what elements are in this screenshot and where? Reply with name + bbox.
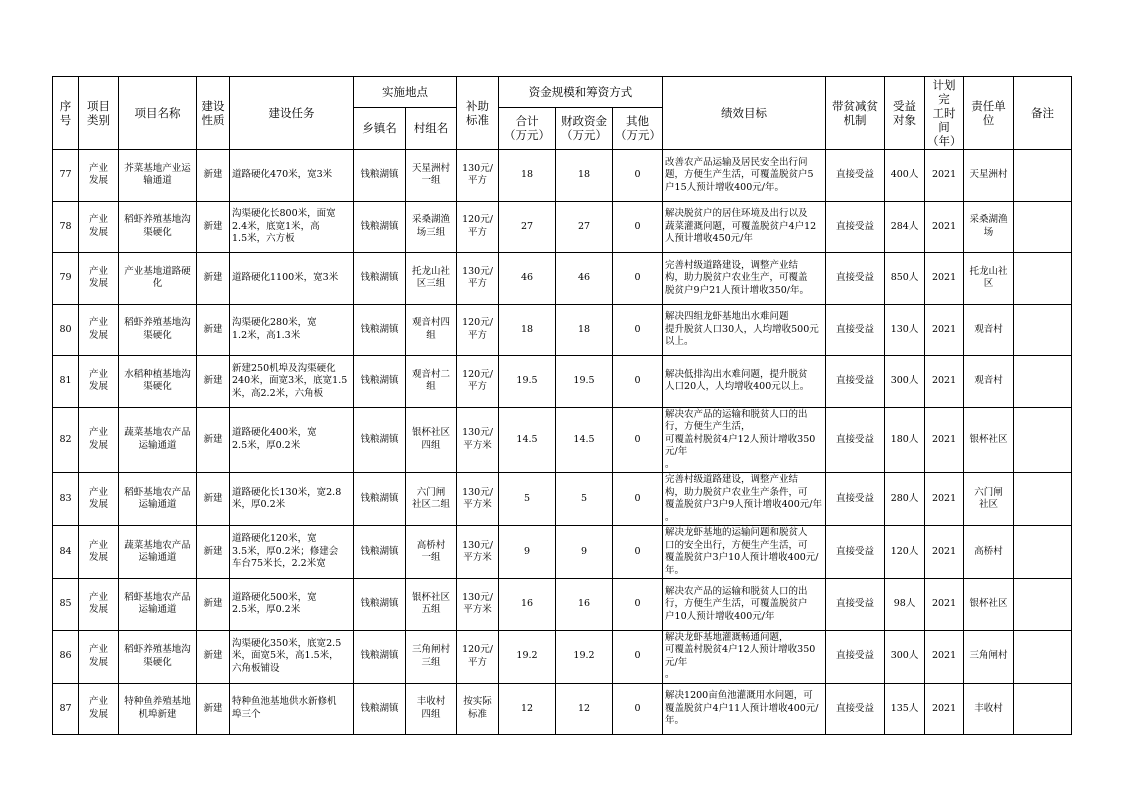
cell-name: 稻虾基地农产品 运输通道: [119, 579, 197, 631]
cell-task: 沟渠硬化280米，宽 1.2米，高1.3米: [230, 304, 354, 356]
cell-mechanism: 直接受益: [826, 201, 885, 253]
cell-town: 钱粮湖镇: [354, 304, 406, 356]
table-row: [53, 630, 1072, 683]
cell-remark: [1014, 304, 1072, 356]
cell-total: 18: [499, 150, 556, 202]
cell-nature: 新建: [197, 253, 230, 305]
header-beneficiary: 受益 对象: [885, 77, 925, 150]
cell-seq: 77: [53, 150, 79, 202]
cell-remark: [1014, 579, 1072, 631]
table-row: [53, 526, 1072, 579]
cell-category: 产业 发展: [79, 253, 119, 305]
cell-name: 蔬菜基地农产品 运输通道: [119, 407, 197, 473]
cell-nature: 新建: [197, 683, 230, 735]
cell-category: 产业 发展: [79, 630, 119, 683]
cell-village: 银杯社区 五组: [406, 579, 457, 631]
cell-name: 稻虾基地农产品 运输通道: [119, 473, 197, 526]
cell-remark: [1014, 473, 1072, 526]
cell-seq: 85: [53, 579, 79, 631]
cell-unit: 丰收村: [964, 683, 1014, 735]
cell-total: 9: [499, 526, 556, 579]
header-village: 村组名: [406, 107, 457, 149]
cell-fiscal: 19.5: [556, 356, 613, 408]
cell-beneficiary: 850人: [885, 253, 925, 305]
cell-mechanism: 直接受益: [826, 356, 885, 408]
cell-seq: 84: [53, 526, 79, 579]
cell-year: 2021: [925, 630, 964, 683]
cell-name: 稻虾养殖基地沟 渠硬化: [119, 304, 197, 356]
cell-remark: [1014, 150, 1072, 202]
cell-beneficiary: 130人: [885, 304, 925, 356]
cell-beneficiary: 98人: [885, 579, 925, 631]
cell-year: 2021: [925, 253, 964, 305]
cell-remark: [1014, 683, 1072, 735]
cell-task: 道路硬化1100米，宽3米: [230, 253, 354, 305]
cell-category: 产业 发展: [79, 304, 119, 356]
table-row: [53, 473, 1072, 526]
cell-name: 水稻种植基地沟 渠硬化: [119, 356, 197, 408]
table-row: [53, 683, 1072, 735]
cell-town: 钱粮湖镇: [354, 630, 406, 683]
cell-seq: 81: [53, 356, 79, 408]
table-row: [53, 579, 1072, 631]
cell-category: 产业 发展: [79, 201, 119, 253]
cell-name: 蔬菜基地农产品 运输通道: [119, 526, 197, 579]
cell-year: 2021: [925, 526, 964, 579]
cell-subsidy: 130元/ 平方米: [457, 407, 499, 473]
cell-mechanism: 直接受益: [826, 579, 885, 631]
cell-nature: 新建: [197, 526, 230, 579]
header-row-1: [53, 77, 1072, 108]
cell-subsidy: 130元/ 平方: [457, 150, 499, 202]
cell-year: 2021: [925, 407, 964, 473]
cell-village: 六门闸 社区二组: [406, 473, 457, 526]
cell-unit: 采桑湖渔 场: [964, 201, 1014, 253]
cell-total: 19.5: [499, 356, 556, 408]
cell-subsidy: 120元/ 平方: [457, 304, 499, 356]
cell-name: 稻虾养殖基地沟 渠硬化: [119, 630, 197, 683]
cell-goal: 解决龙虾基地的运输问题和脱贫人 口的安全出行，方便生产生活，可 覆盖脱贫户3户10人预计增收400元/ 年。: [663, 526, 826, 579]
cell-nature: 新建: [197, 630, 230, 683]
header-location: 实施地点: [354, 77, 457, 108]
header-unit: 责任单位: [964, 77, 1014, 150]
cell-unit: 银杯社区: [964, 579, 1014, 631]
cell-other: 0: [613, 356, 663, 408]
cell-beneficiary: 180人: [885, 407, 925, 473]
cell-nature: 新建: [197, 201, 230, 253]
cell-total: 14.5: [499, 407, 556, 473]
cell-village: 采桑湖渔 场三组: [406, 201, 457, 253]
cell-other: 0: [613, 630, 663, 683]
cell-goal: 完善村级道路建设，调整产业结 构，助力脱贫户农业生产，可覆盖 脱贫户9户21人预计增收350/年。: [663, 253, 826, 305]
cell-subsidy: 120元/ 平方: [457, 630, 499, 683]
cell-unit: 托龙山社 区: [964, 253, 1014, 305]
cell-beneficiary: 300人: [885, 356, 925, 408]
cell-unit: 高桥村: [964, 526, 1014, 579]
cell-total: 16: [499, 579, 556, 631]
cell-category: 产业 发展: [79, 579, 119, 631]
cell-total: 46: [499, 253, 556, 305]
cell-remark: [1014, 630, 1072, 683]
cell-subsidy: 按实际 标准: [457, 683, 499, 735]
header-seq: 序号: [53, 77, 79, 150]
cell-other: 0: [613, 304, 663, 356]
cell-fiscal: 27: [556, 201, 613, 253]
cell-year: 2021: [925, 579, 964, 631]
cell-beneficiary: 280人: [885, 473, 925, 526]
cell-goal: 改善农产品运输及居民安全出行问 题，方便生产生活，可覆盖脱贫户5 户15人预计增收400元/年。: [663, 150, 826, 202]
cell-mechanism: 直接受益: [826, 683, 885, 735]
cell-year: 2021: [925, 356, 964, 408]
cell-town: 钱粮湖镇: [354, 253, 406, 305]
cell-remark: [1014, 253, 1072, 305]
cell-unit: 银杯社区: [964, 407, 1014, 473]
header-nature: 建设 性质: [197, 77, 230, 150]
cell-fiscal: 18: [556, 150, 613, 202]
cell-mechanism: 直接受益: [826, 526, 885, 579]
cell-remark: [1014, 201, 1072, 253]
header-other: 其他 （万元）: [613, 107, 663, 149]
cell-total: 18: [499, 304, 556, 356]
cell-category: 产业 发展: [79, 356, 119, 408]
header-task: 建设任务: [230, 77, 354, 150]
cell-seq: 82: [53, 407, 79, 473]
cell-task: 沟渠硬化350米，底宽2.5 米，面宽5米，高1.5米， 六角板铺设: [230, 630, 354, 683]
cell-nature: 新建: [197, 579, 230, 631]
cell-town: 钱粮湖镇: [354, 356, 406, 408]
header-goal: 绩效目标: [663, 77, 826, 150]
cell-name: 芥菜基地产业运 输通道: [119, 150, 197, 202]
cell-name: 产业基地道路硬 化: [119, 253, 197, 305]
cell-total: 5: [499, 473, 556, 526]
cell-task: 特种鱼池基地供水新修机 埠三个: [230, 683, 354, 735]
cell-village: 观音村二 组: [406, 356, 457, 408]
cell-mechanism: 直接受益: [826, 473, 885, 526]
cell-mechanism: 直接受益: [826, 253, 885, 305]
cell-other: 0: [613, 683, 663, 735]
cell-total: 27: [499, 201, 556, 253]
cell-mechanism: 直接受益: [826, 407, 885, 473]
header-total: 合计 （万元）: [499, 107, 556, 149]
cell-remark: [1014, 407, 1072, 473]
cell-fiscal: 46: [556, 253, 613, 305]
cell-unit: 观音村: [964, 356, 1014, 408]
cell-task: 沟渠硬化长800米，面宽 2.4米，底宽1米，高 1.5米，六方板: [230, 201, 354, 253]
cell-other: 0: [613, 579, 663, 631]
cell-mechanism: 直接受益: [826, 630, 885, 683]
cell-beneficiary: 400人: [885, 150, 925, 202]
cell-goal: 解决四组龙虾基地出水难问题 提升脱贫人口30人，人均增收500元 以上。: [663, 304, 826, 356]
cell-name: 特种鱼养殖基地 机埠新建: [119, 683, 197, 735]
cell-remark: [1014, 356, 1072, 408]
cell-nature: 新建: [197, 150, 230, 202]
cell-category: 产业 发展: [79, 683, 119, 735]
cell-beneficiary: 300人: [885, 630, 925, 683]
cell-town: 钱粮湖镇: [354, 201, 406, 253]
cell-other: 0: [613, 526, 663, 579]
table-row: [53, 150, 1072, 202]
cell-seq: 79: [53, 253, 79, 305]
cell-town: 钱粮湖镇: [354, 579, 406, 631]
cell-village: 观音村四 组: [406, 304, 457, 356]
cell-remark: [1014, 526, 1072, 579]
cell-goal: 解决龙虾基地灌溉畅通问题， 可覆盖村脱贫4户12人预计增收350元/年 。: [663, 630, 826, 683]
table-row: [53, 407, 1072, 473]
cell-year: 2021: [925, 683, 964, 735]
cell-subsidy: 130元/ 平方米: [457, 526, 499, 579]
cell-year: 2021: [925, 150, 964, 202]
cell-subsidy: 120元/ 平方: [457, 201, 499, 253]
header-name: 项目名称: [119, 77, 197, 150]
cell-nature: 新建: [197, 407, 230, 473]
cell-nature: 新建: [197, 304, 230, 356]
cell-town: 钱粮湖镇: [354, 407, 406, 473]
table-row: [53, 356, 1072, 408]
cell-beneficiary: 284人: [885, 201, 925, 253]
cell-fiscal: 18: [556, 304, 613, 356]
cell-fiscal: 14.5: [556, 407, 613, 473]
cell-category: 产业 发展: [79, 526, 119, 579]
cell-task: 新建250机埠及沟渠硬化 240米，面宽3米，底宽1.5 米，高2.2米，六角板: [230, 356, 354, 408]
cell-subsidy: 130元/ 平方米: [457, 579, 499, 631]
cell-total: 12: [499, 683, 556, 735]
cell-other: 0: [613, 473, 663, 526]
cell-village: 天星洲村 一组: [406, 150, 457, 202]
cell-other: 0: [613, 201, 663, 253]
cell-subsidy: 120元/ 平方: [457, 356, 499, 408]
cell-fiscal: 5: [556, 473, 613, 526]
header-funding: 资金规模和筹资方式: [499, 77, 663, 108]
cell-name: 稻虾养殖基地沟 渠硬化: [119, 201, 197, 253]
header-category: 项目 类别: [79, 77, 119, 150]
table-row: [53, 201, 1072, 253]
cell-beneficiary: 135人: [885, 683, 925, 735]
table-body: [53, 150, 1072, 735]
cell-goal: 解决农产品的运输和脱贫人口的出 行，方便生产生活， 可覆盖村脱贫4户12人预计增收350元/年 。: [663, 407, 826, 473]
header-subsidy: 补助 标准: [457, 77, 499, 150]
header-fiscal: 财政资金 （万元）: [556, 107, 613, 149]
cell-goal: 解决脱贫户的居住环境及出行以及 蔬菜灌溉问题，可覆盖脱贫户4户12 人预计增收450元/年: [663, 201, 826, 253]
cell-goal: 解决低排沟出水难问题，提升脱贫 人口20人，人均增收400元以上。: [663, 356, 826, 408]
cell-nature: 新建: [197, 356, 230, 408]
cell-village: 托龙山社 区三组: [406, 253, 457, 305]
cell-task: 道路硬化120米，宽 3.5米，厚0.2米；修建会 车台75米长，2.2米宽: [230, 526, 354, 579]
cell-unit: 观音村: [964, 304, 1014, 356]
cell-category: 产业 发展: [79, 473, 119, 526]
cell-year: 2021: [925, 201, 964, 253]
cell-town: 钱粮湖镇: [354, 150, 406, 202]
cell-beneficiary: 120人: [885, 526, 925, 579]
cell-village: 银杯社区 四组: [406, 407, 457, 473]
cell-unit: 天星洲村: [964, 150, 1014, 202]
cell-category: 产业 发展: [79, 150, 119, 202]
cell-town: 钱粮湖镇: [354, 473, 406, 526]
cell-fiscal: 12: [556, 683, 613, 735]
project-table: [52, 76, 1072, 735]
cell-task: 道路硬化470米，宽3米: [230, 150, 354, 202]
cell-mechanism: 直接受益: [826, 150, 885, 202]
cell-unit: 六门闸 社区: [964, 473, 1014, 526]
cell-unit: 三角闸村: [964, 630, 1014, 683]
cell-fiscal: 16: [556, 579, 613, 631]
cell-other: 0: [613, 253, 663, 305]
cell-town: 钱粮湖镇: [354, 683, 406, 735]
cell-seq: 80: [53, 304, 79, 356]
cell-subsidy: 130元/ 平方米: [457, 473, 499, 526]
cell-seq: 86: [53, 630, 79, 683]
cell-town: 钱粮湖镇: [354, 526, 406, 579]
header-town: 乡镇名: [354, 107, 406, 149]
cell-fiscal: 9: [556, 526, 613, 579]
cell-fiscal: 19.2: [556, 630, 613, 683]
cell-goal: 解决1200亩鱼池灌溉用水问题，可 覆盖脱贫户4户11人预计增收400元/ 年。: [663, 683, 826, 735]
cell-goal: 完善村级道路建设，调整产业结 构，助力脱贫户农业生产条件，可 覆盖脱贫户3户9人预计增收400元/年 。: [663, 473, 826, 526]
cell-village: 高桥村 一组: [406, 526, 457, 579]
header-remark: 备注: [1014, 77, 1072, 150]
cell-total: 19.2: [499, 630, 556, 683]
table-row: [53, 253, 1072, 305]
cell-other: 0: [613, 407, 663, 473]
cell-subsidy: 130元/ 平方: [457, 253, 499, 305]
cell-goal: 解决农产品的运输和脱贫人口的出 行，方便生产生活，可覆盖脱贫户 户10人预计增收400元/年: [663, 579, 826, 631]
cell-other: 0: [613, 150, 663, 202]
cell-seq: 78: [53, 201, 79, 253]
cell-village: 丰收村 四组: [406, 683, 457, 735]
cell-task: 道路硬化400米，宽 2.5米，厚0.2米: [230, 407, 354, 473]
cell-village: 三角闸村 三组: [406, 630, 457, 683]
header-plan-year: 计划完 工时间 （年）: [925, 77, 964, 150]
header-mechanism: 带贫减贫 机制: [826, 77, 885, 150]
cell-task: 道路硬化500米，宽 2.5米，厚0.2米: [230, 579, 354, 631]
cell-seq: 87: [53, 683, 79, 735]
table-row: [53, 304, 1072, 356]
cell-mechanism: 直接受益: [826, 304, 885, 356]
cell-category: 产业 发展: [79, 407, 119, 473]
cell-task: 道路硬化长130米，宽2.8 米，厚0.2米: [230, 473, 354, 526]
cell-year: 2021: [925, 473, 964, 526]
cell-nature: 新建: [197, 473, 230, 526]
cell-year: 2021: [925, 304, 964, 356]
cell-seq: 83: [53, 473, 79, 526]
